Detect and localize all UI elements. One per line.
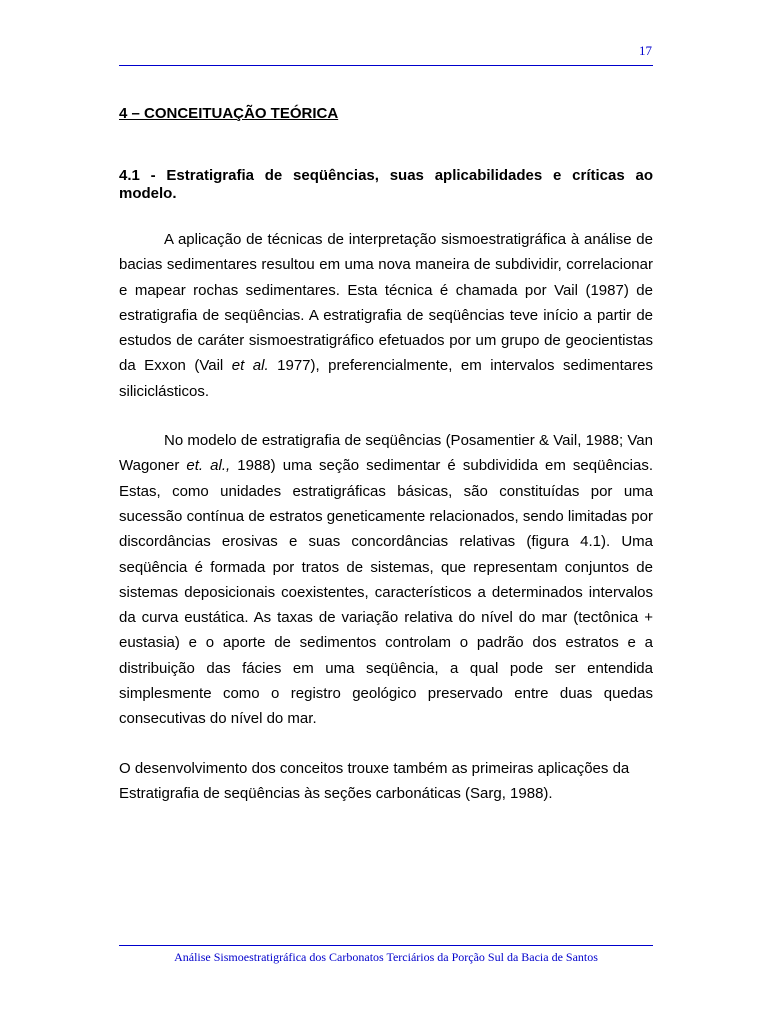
chapter-title: 4 – CONCEITUAÇÃO TEÓRICA xyxy=(119,105,339,122)
header-rule xyxy=(119,65,653,66)
paragraph-3-line-2: Estratigrafia de seqüências às seções carbonáticas (Sarg, 1988). xyxy=(119,784,553,802)
paragraph-1-text-b: 1977), preferencialmente, em intervalos sedimentares siliciclásticos. xyxy=(119,357,653,400)
paragraph-1-citation-italic: et al. xyxy=(231,357,269,375)
paragraph-3-line-1: O desenvolvimento dos conceitos trouxe também as primeiras aplicações da xyxy=(119,759,630,777)
page-body xyxy=(119,104,653,806)
paragraph-2-text-b: 1988) uma seção sedimentar é subdividida em seqüências. Estas, como unidades estratigráficas básicas, são constituídas por uma sucessão contínua de estratos geneticamente relacionados, sendo limitadas por discordâncias erosivas e suas concordâncias relativas (figura 4.1). Uma seqüência é formada por tratos de sistemas, que representam conjuntos de sistemas deposicionais coexistentes, característicos a determinados intervalos da curva eustática. As taxas de variação relativa do nível do mar (tectônica + eustasia) e o aporte de sedimentos controlam o padrão dos estratos e a distribuição das fácies em uma seqüência, a qual pode ser entendida simplesmente como o registro geológico preservado entre duas quedas consecutivas do nível do mar. xyxy=(119,457,653,728)
paragraph-1-text-a: A aplicação de técnicas de interpretação sismoestratigráfica à análise de bacias sedimentares resultou em uma nova maneira de subdividir, correlacionar e mapear rochas sedimentares. Esta técnica é chamada por Vail (1987) de estratigrafia de seqüências. A estratigrafia de seqüências teve início a partir de estudos de caráter sismoestratigráfico efetuados por um grupo de geocientistas da Exxon (Vail xyxy=(119,231,653,375)
paragraph-2-text-a: No modelo de estratigrafia de seqüências (Posamentier & Vail, 1988; Van Wagoner xyxy=(119,432,653,475)
paragraph-1 xyxy=(119,227,653,404)
footer-title: Análise Sismoestratigráfica dos Carbonatos Terciários da Porção Sul da Bacia de Santos xyxy=(174,950,598,964)
section-title: 4.1 - Estratigrafia de seqüências, suas aplicabilidades e críticas ao modelo. xyxy=(119,167,653,202)
page-number: 17 xyxy=(639,43,652,58)
paragraph-2-citation-italic: et. al., xyxy=(186,457,231,475)
footer-rule xyxy=(119,945,653,946)
paragraph-2 xyxy=(119,428,653,732)
paragraph-3 xyxy=(119,756,653,807)
